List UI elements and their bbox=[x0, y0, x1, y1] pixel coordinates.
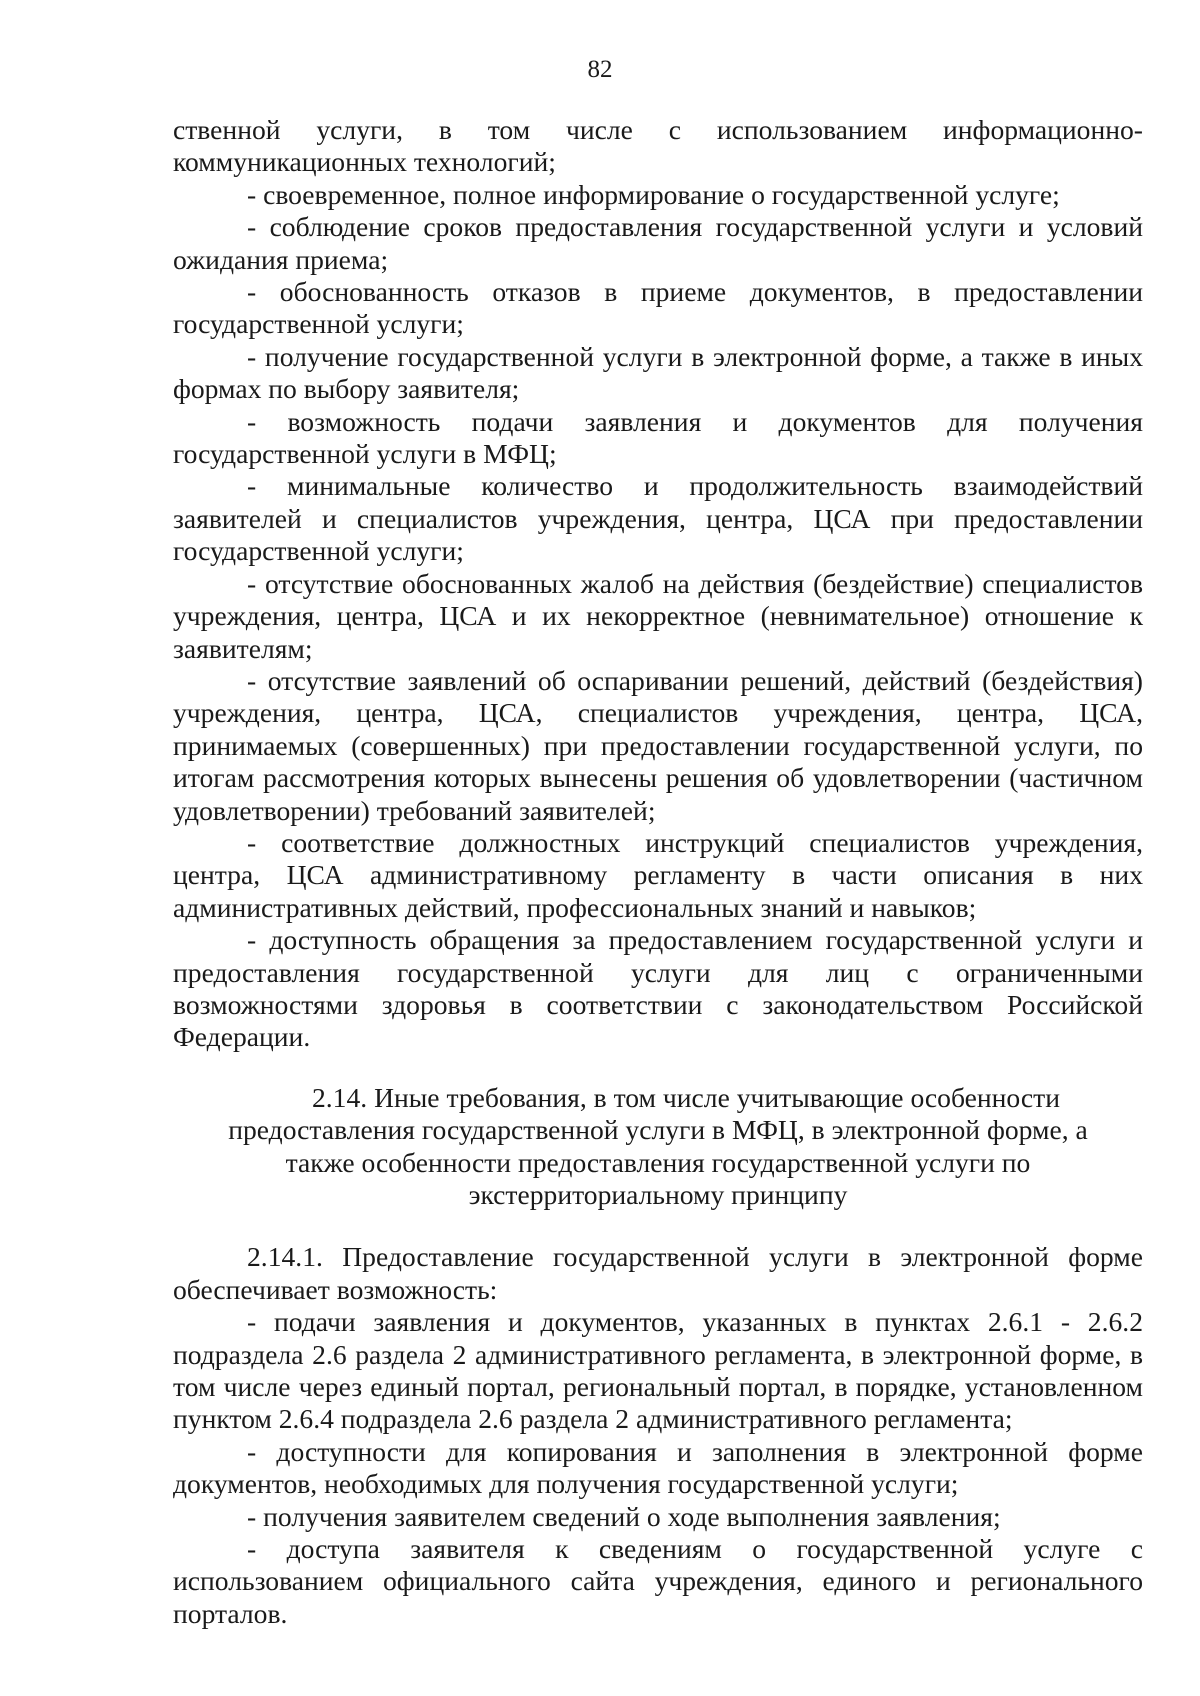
page-content bbox=[173, 114, 1143, 1630]
list-item: - отсутствие обоснованных жалоб на действия (бездействие) специалистов учреждения, центра, ЦСА и их некорректное (невнимательное) отношение к заявителям; bbox=[173, 567, 1143, 664]
list-item: - получение государственной услуги в электронной форме, а также в иных формах по выбору заявителя; bbox=[173, 340, 1143, 405]
section-heading: 2.14. Иные требования, в том числе учитывающие особенности предоставления государственной услуги в МФЦ, в электронной форме, а также особенности предоставления государственной услуги по экстерриториальному принципу bbox=[228, 1081, 1088, 1210]
list-item: - доступность обращения за предоставлением государственной услуги и предоставления государственной услуги для лиц с ограниченными возможностями здоровья в соответствии с законодательством Российской Федерации. bbox=[173, 924, 1143, 1053]
list-item: - своевременное, полное информирование о государственной услуге; bbox=[247, 178, 1060, 210]
list-item: - возможность подачи заявления и документов для получения государственной услуги в МФЦ; bbox=[173, 405, 1143, 470]
list-item: - подачи заявления и документов, указанных в пунктах 2.6.1 - 2.6.2 подраздела 2.6 раздела 2 административного регламента, в электронной форме, в том числе через единый портал, региональный портал, в порядке, установленном пунктом 2.6.4 подраздела 2.6 раздела 2 административного регламента; bbox=[173, 1306, 1143, 1435]
list-item: - получения заявителем сведений о ходе выполнения заявления; bbox=[247, 1500, 1001, 1532]
list-item: - доступности для копирования и заполнения в электронной форме документов, необходимых для получения государственной услуги; bbox=[173, 1435, 1143, 1500]
paragraph: ственной услуги, в том числе с использованием информационно-коммуникационных технологий; bbox=[173, 114, 1143, 178]
list-item: - отсутствие заявлений об оспаривании решений, действий (бездействия) учреждения, центра, ЦСА, специалистов учреждения, центра, ЦСА, принимаемых (совершенных) при предоставлении государственной услуги, по итогам рассмотрения которых вынесены решения об удовлетворении (частичном удовлетворении) требований заявителей; bbox=[173, 664, 1143, 826]
list-item: - соблюдение сроков предоставления государственной услуги и условий ожидания приема; bbox=[173, 211, 1143, 275]
list-item: - обоснованность отказов в приеме документов, в предоставлении государственной услуги; bbox=[173, 276, 1143, 340]
list-item: - соответствие должностных инструкций специалистов учреждения, центра, ЦСА административному регламенту в части описания в них административных действий, профессиональных знаний и навыков; bbox=[173, 826, 1143, 923]
page-number: 82 bbox=[587, 56, 613, 83]
list-item: - минимальные количество и продолжительность взаимодействий заявителей и специалистов учреждения, центра, ЦСА при предоставлении государственной услуги; bbox=[173, 470, 1143, 567]
paragraph: 2.14.1. Предоставление государственной услуги в электронной форме обеспечивает возможность: bbox=[173, 1241, 1143, 1305]
list-item: - доступа заявителя к сведениям о государственной услуге с использованием официального сайта учреждения, единого и регионального порталов. bbox=[173, 1533, 1143, 1629]
